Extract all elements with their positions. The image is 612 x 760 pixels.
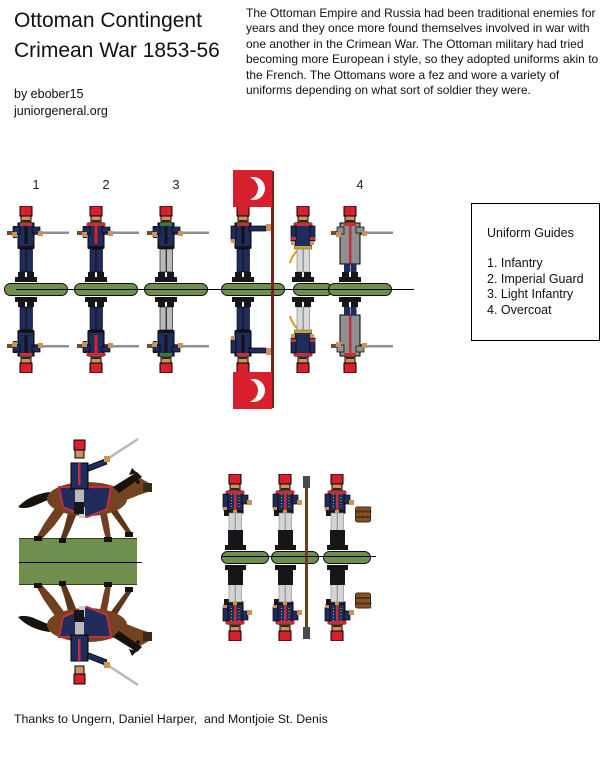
overcoat-figure bbox=[325, 206, 395, 283]
site-name: juniorgeneral.org bbox=[14, 104, 108, 118]
figure-number-4: 4 bbox=[356, 177, 364, 192]
ramrod bbox=[305, 478, 308, 637]
figure-base bbox=[221, 551, 269, 564]
unit-crewman-barrel bbox=[312, 474, 382, 641]
uniform-guides-box bbox=[471, 203, 600, 341]
figure-number-1: 1 bbox=[32, 177, 40, 192]
figure-base bbox=[271, 551, 319, 564]
cavalry-figure-mirror bbox=[15, 577, 165, 687]
imperial-guard-figure-mirror bbox=[71, 296, 141, 373]
page-title bbox=[14, 6, 220, 66]
ottoman-flag bbox=[233, 170, 272, 207]
credits-text: Thanks to Ungern, Daniel Harper, and Montjoie St. Denis bbox=[14, 712, 328, 726]
author: by ebober15 bbox=[14, 87, 84, 101]
legend-title: Uniform Guides bbox=[487, 226, 574, 240]
fold-line-row2 bbox=[222, 556, 376, 557]
title-line-2: Crimean War 1853-56 bbox=[14, 39, 220, 62]
legend-item-overcoat: 4. Overcoat bbox=[487, 302, 552, 317]
figure-base bbox=[323, 551, 371, 564]
legend-item-light-infantry: 3. Light Infantry bbox=[487, 287, 574, 301]
powder-barrel-mirror bbox=[355, 592, 372, 610]
legend-item-infantry: 1. Infantry bbox=[487, 256, 543, 270]
ottoman-flag-mirror bbox=[233, 372, 272, 409]
description-text: The Ottoman Empire and Russia had been traditional enemies for years and they once more found themselves involved in war with one another in the Crimean War. The Ottoman military had tried becoming more European i style, so they adopted uniforms akin to the French. The Ottomans wore a fez and wore a variety of uniforms depending on what sort of soldier they were. bbox=[246, 6, 599, 98]
imperial-guard-figure bbox=[71, 206, 141, 283]
figure-number-3: 3 bbox=[172, 177, 180, 192]
title-line-1: Ottoman Contingent bbox=[14, 9, 202, 32]
light-infantry-figure bbox=[141, 206, 211, 283]
infantry-figure-mirror bbox=[1, 296, 71, 373]
legend-item-imperial-guard: 2. Imperial Guard bbox=[487, 271, 584, 286]
overcoat-figure-mirror bbox=[325, 296, 395, 373]
figure-number-2: 2 bbox=[102, 177, 110, 192]
powder-barrel bbox=[355, 505, 372, 523]
byline bbox=[14, 86, 108, 120]
cavalry-figure bbox=[15, 437, 165, 547]
infantry-figure bbox=[1, 206, 71, 283]
fold-line-row1 bbox=[16, 289, 414, 290]
light-infantry-figure-mirror bbox=[141, 296, 211, 373]
